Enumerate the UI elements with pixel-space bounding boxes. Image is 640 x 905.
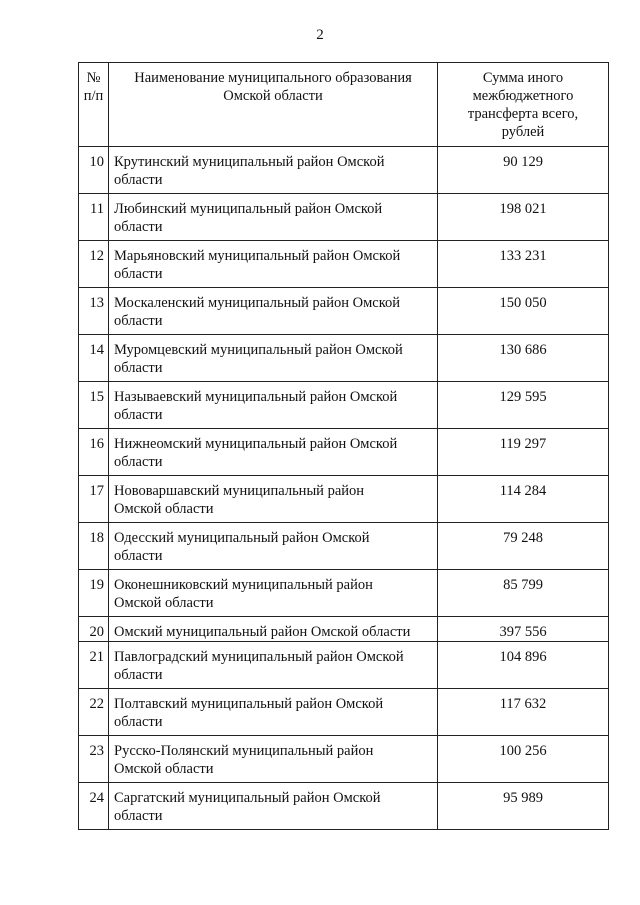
municipality-name [109, 288, 438, 335]
municipality-name [109, 736, 438, 783]
header-number-line: № [86, 70, 101, 86]
municipality-name [109, 689, 438, 736]
page-number: 2 [316, 27, 324, 43]
transfer-amount: 85 799 [438, 570, 609, 617]
municipality-name-line: области [114, 219, 163, 235]
row-number: 22 [79, 689, 109, 736]
municipality-name-line: Нововаршавский муниципальный район [114, 483, 365, 499]
header-number-line: п/п [83, 88, 104, 104]
municipality-name-line: области [114, 454, 163, 470]
row-number: 13 [79, 288, 109, 335]
header-name-line: Омской области [223, 88, 323, 104]
municipality-name-line: Саргатский муниципальный район Омской [114, 790, 381, 806]
table-row [79, 736, 609, 783]
municipality-name [109, 335, 438, 382]
table-row [79, 147, 609, 194]
header-sum-line: рублей [501, 124, 545, 140]
municipality-name-line: области [114, 808, 163, 824]
municipality-name [109, 194, 438, 241]
transfer-table [78, 62, 609, 830]
table-row [79, 689, 609, 736]
header-name-line: Наименование муниципального образования [134, 70, 412, 86]
municipality-name-line: Марьяновский муниципальный район Омской [114, 248, 401, 264]
municipality-name-line: Нижнеомский муниципальный район Омской [114, 436, 398, 452]
municipality-name-line: области [114, 313, 163, 329]
municipality-name-line: области [114, 172, 163, 188]
municipality-name-line: области [114, 360, 163, 376]
header-sum-line: межбюджетного [472, 88, 574, 104]
municipality-name [109, 429, 438, 476]
transfer-amount: 117 632 [438, 689, 609, 736]
municipality-name-line: области [114, 266, 163, 282]
row-number: 17 [79, 476, 109, 523]
header-number [79, 63, 109, 147]
row-number: 23 [79, 736, 109, 783]
municipality-name-line: Омской области [114, 595, 214, 611]
municipality-name-line: Любинский муниципальный район Омской [114, 201, 383, 217]
table-row [79, 335, 609, 382]
row-number: 21 [79, 642, 109, 689]
transfer-amount: 130 686 [438, 335, 609, 382]
header-sum-line: трансферта всего, [467, 106, 579, 122]
row-number: 20 [79, 617, 109, 642]
municipality-name-line: Муромцевский муниципальный район Омской [114, 342, 403, 358]
municipality-name-line: Оконешниковский муниципальный район [114, 577, 373, 593]
row-number: 14 [79, 335, 109, 382]
municipality-name-line: области [114, 714, 163, 730]
transfer-amount: 397 556 [438, 617, 609, 642]
transfer-amount: 119 297 [438, 429, 609, 476]
transfer-amount: 129 595 [438, 382, 609, 429]
municipality-name-line: области [114, 667, 163, 683]
transfer-amount: 79 248 [438, 523, 609, 570]
municipality-name [109, 783, 438, 830]
municipality-name-line: Омской области [114, 501, 214, 517]
municipality-name-line: Павлоградский муниципальный район Омской [114, 649, 404, 665]
municipality-name-line: Русско-Полянский муниципальный район [114, 743, 374, 759]
table-row [79, 570, 609, 617]
transfer-amount: 114 284 [438, 476, 609, 523]
municipality-name [109, 241, 438, 288]
municipality-name [109, 523, 438, 570]
table-row [79, 523, 609, 570]
municipality-name [109, 147, 438, 194]
row-number: 16 [79, 429, 109, 476]
row-number: 18 [79, 523, 109, 570]
table-row [79, 241, 609, 288]
table-row [79, 783, 609, 830]
row-number: 19 [79, 570, 109, 617]
municipality-name [109, 617, 438, 642]
row-number: 12 [79, 241, 109, 288]
municipality-name [109, 476, 438, 523]
municipality-name-line: Называевский муниципальный район Омской [114, 389, 398, 405]
transfer-amount: 198 021 [438, 194, 609, 241]
transfer-amount: 133 231 [438, 241, 609, 288]
row-number: 11 [79, 194, 109, 241]
row-number: 10 [79, 147, 109, 194]
table-row [79, 382, 609, 429]
table-row [79, 429, 609, 476]
municipality-name-line: Омской области [114, 761, 214, 777]
municipality-name [109, 642, 438, 689]
transfer-amount: 100 256 [438, 736, 609, 783]
municipality-name-line: Крутинский муниципальный район Омской [114, 154, 385, 170]
transfer-amount: 90 129 [438, 147, 609, 194]
municipality-name [109, 570, 438, 617]
header-sum-line: Сумма иного [482, 70, 564, 86]
table-row [79, 476, 609, 523]
transfer-amount: 104 896 [438, 642, 609, 689]
municipality-name [109, 382, 438, 429]
municipality-name-line: Одесский муниципальный район Омской [114, 530, 370, 546]
transfer-amount: 150 050 [438, 288, 609, 335]
municipality-name-line: Омский муниципальный район Омской области [114, 624, 411, 640]
table-row [79, 642, 609, 689]
municipality-name-line: Полтавский муниципальный район Омской [114, 696, 384, 712]
header-name [109, 63, 438, 147]
row-number: 24 [79, 783, 109, 830]
municipality-name-line: Москаленский муниципальный район Омской [114, 295, 401, 311]
table-row [79, 194, 609, 241]
municipality-name-line: области [114, 407, 163, 423]
header-sum [438, 63, 609, 147]
row-number: 15 [79, 382, 109, 429]
table-header-row [79, 63, 609, 147]
municipality-name-line: области [114, 548, 163, 564]
table-row [79, 288, 609, 335]
table-row [79, 617, 609, 642]
transfer-amount: 95 989 [438, 783, 609, 830]
